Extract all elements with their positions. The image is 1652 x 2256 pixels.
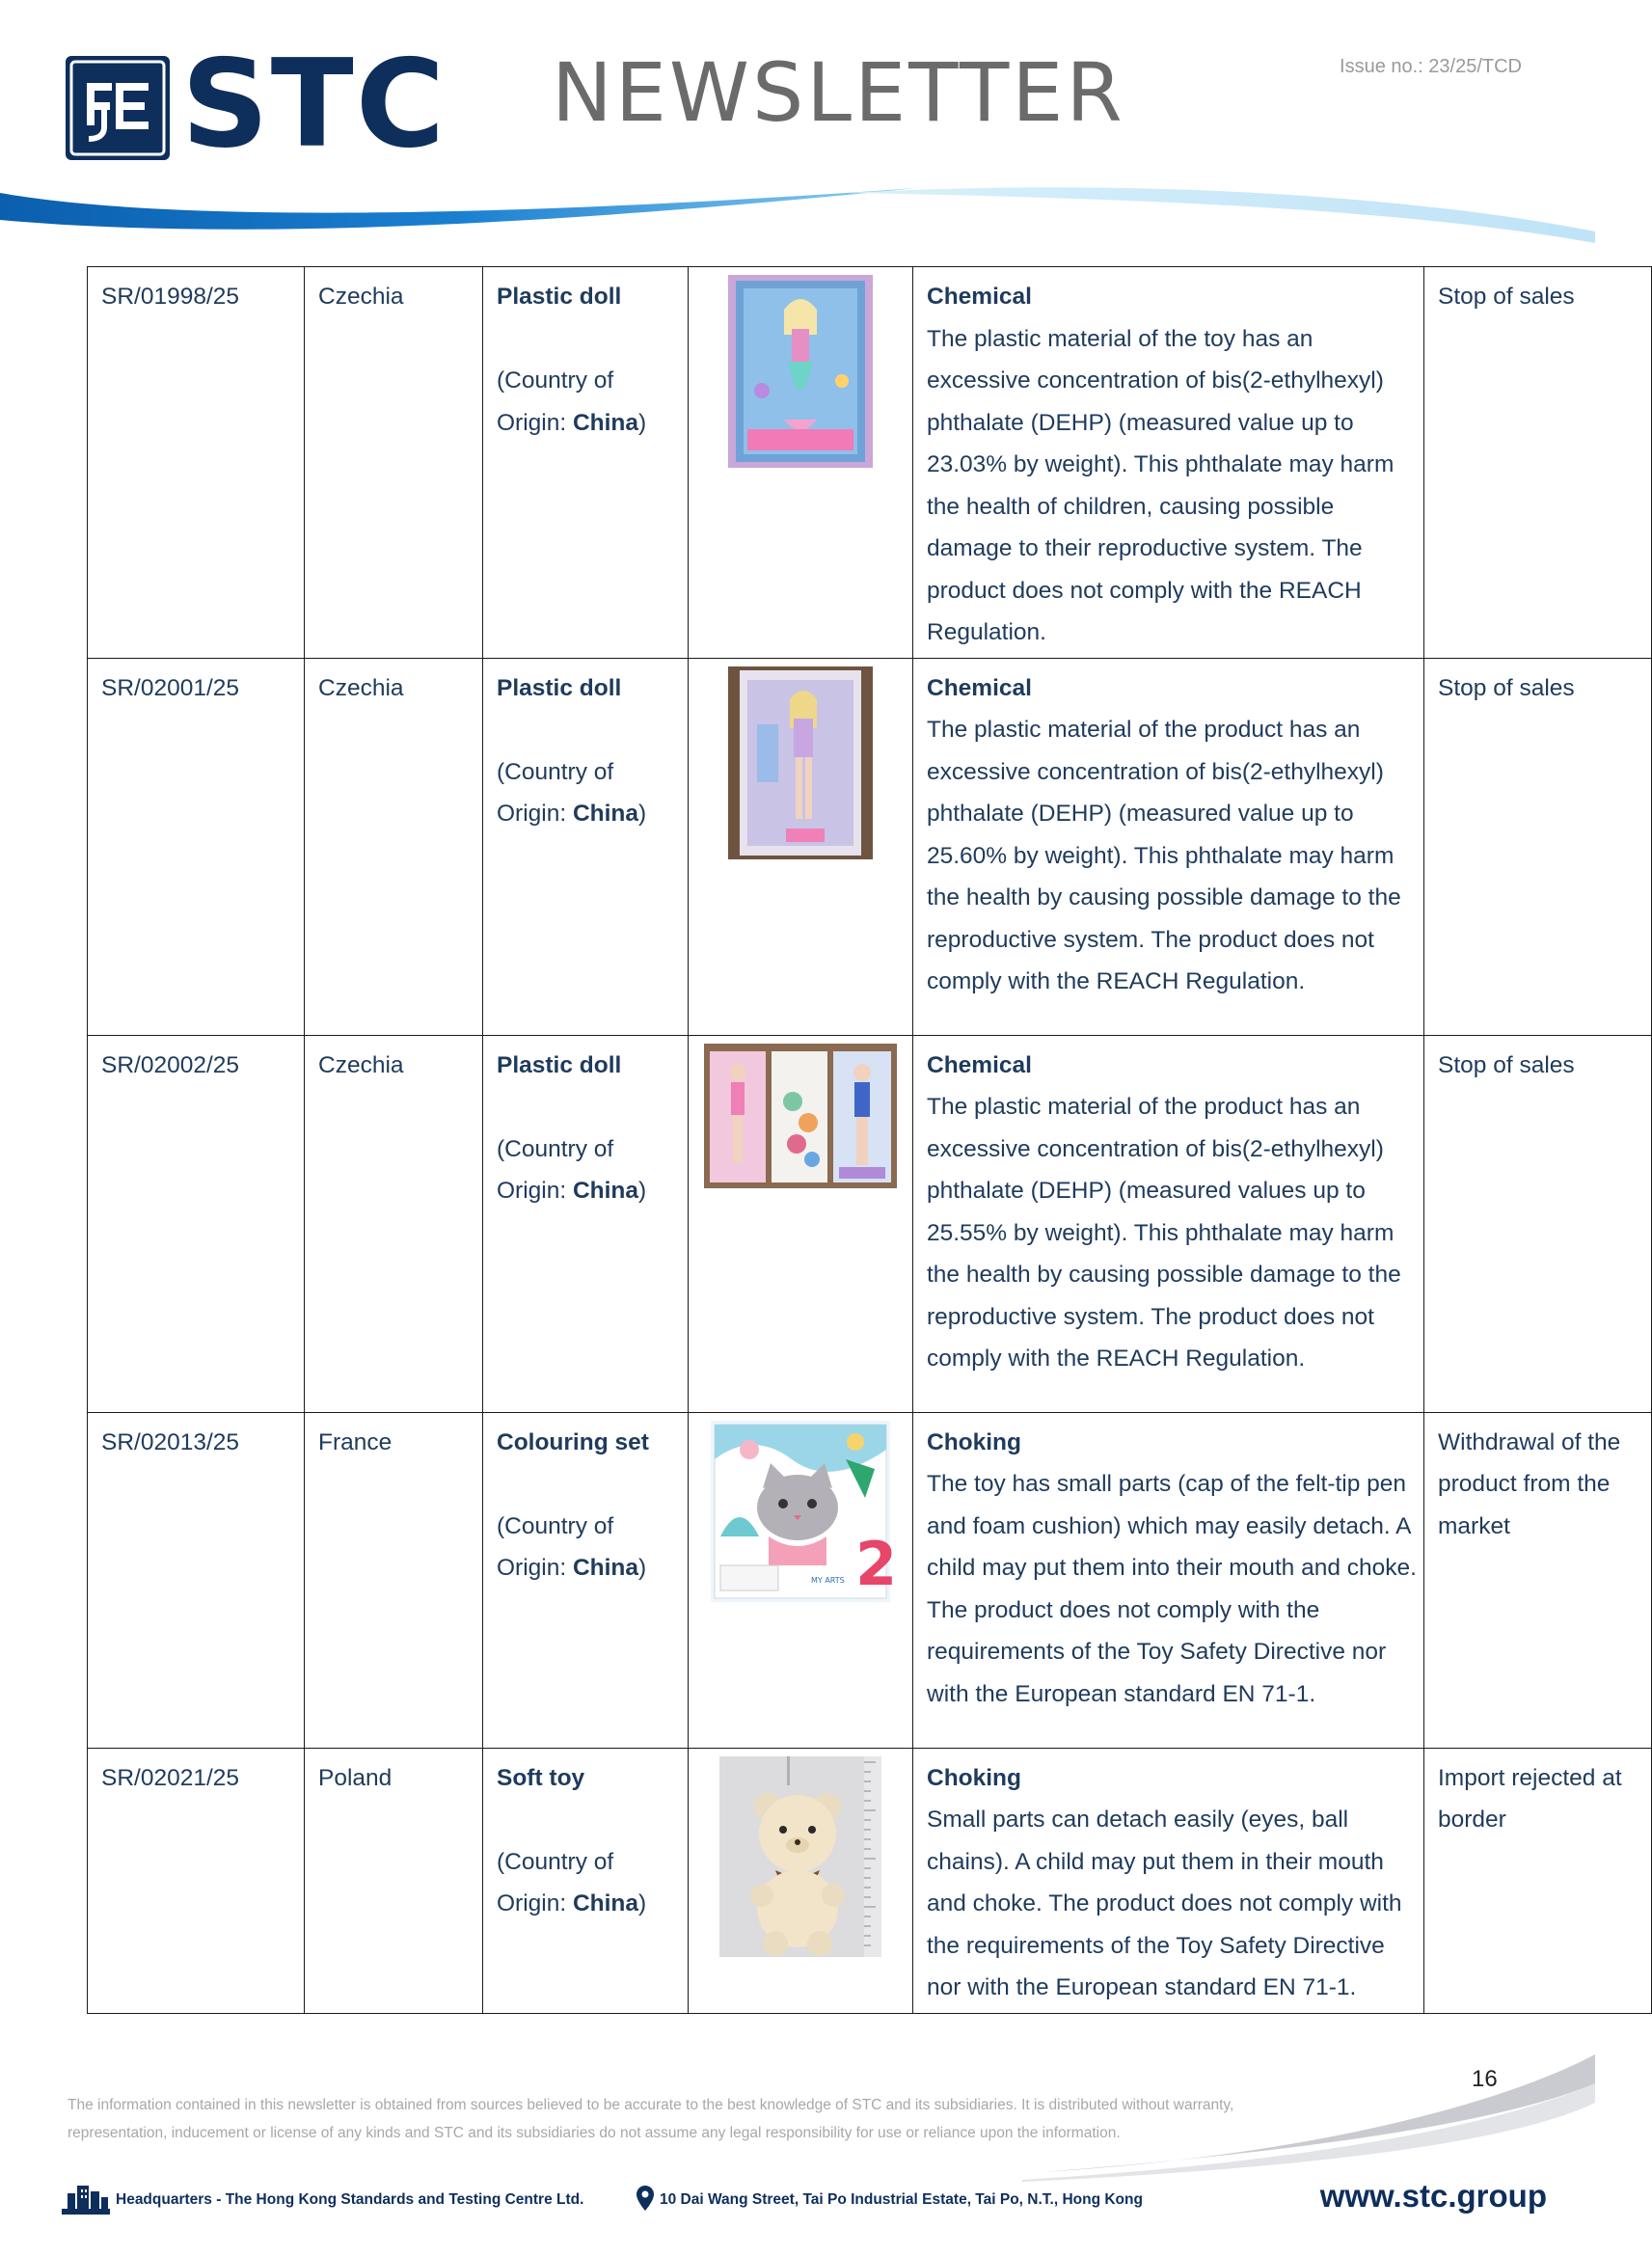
- reference-cell: [88, 1035, 305, 1412]
- country-cell: [305, 267, 483, 659]
- teddy-bear-keychain-photo: [719, 1756, 881, 1957]
- risk-cell: [913, 1748, 1424, 2013]
- country-cell: [305, 1035, 483, 1412]
- product-name: Colouring set: [497, 1428, 649, 1455]
- rapex-table: [87, 266, 1652, 2014]
- dolls-pair-box-photo: [704, 1044, 897, 1188]
- table-row: [88, 267, 1652, 659]
- risk-cell: [913, 267, 1424, 659]
- country-cell: [305, 658, 483, 1035]
- product-cell: [483, 1748, 689, 2013]
- doll-lavender-box-photo: [728, 666, 873, 859]
- risk-cell: [913, 1412, 1424, 1748]
- origin-prefix: (Country of: [497, 1135, 614, 1162]
- product-name: Plastic doll: [497, 284, 622, 310]
- product-name: Plastic doll: [497, 674, 622, 701]
- reference-cell: [88, 658, 305, 1035]
- risk-cell: [913, 658, 1424, 1035]
- header-swoosh-decoration: [0, 174, 1595, 260]
- measure-cell: [1424, 1748, 1652, 2013]
- location-pin-icon: [636, 2186, 654, 2211]
- colouring-set-cat-box-photo: [711, 1421, 898, 1602]
- notifying-country: Poland: [318, 1764, 393, 1791]
- origin-country: China: [572, 801, 639, 827]
- product-photo-cell: [689, 1412, 913, 1748]
- measure-cell: [1424, 1412, 1652, 1748]
- measure-cell: [1424, 267, 1652, 659]
- page-number: 16: [1472, 2066, 1498, 2092]
- newsletter-title: NEWSLETTER: [552, 45, 1125, 140]
- measure-taken: Withdrawal of the product from the market: [1438, 1428, 1621, 1539]
- product-photo-cell: [689, 1748, 913, 2013]
- origin-country: China: [572, 1178, 639, 1204]
- product-cell: [483, 1412, 689, 1748]
- svg-text:MY ARTS: MY ARTS: [811, 1575, 845, 1585]
- risk-description: The plastic material of the product has an excessive concentration of bis(2-ethylhexyl) phthalate (DEHP) (measured value up to 25.60% by weight). This phthalate may harm the health by causing possible damage to the reproductive system. The product does not comply with the REACH Regulation.: [927, 717, 1401, 994]
- product-photo-cell: [689, 1035, 913, 1412]
- origin-line: Origin: China): [497, 1555, 647, 1581]
- measure-taken: Stop of sales: [1438, 284, 1575, 310]
- product-cell: [483, 658, 689, 1035]
- stc-logo-icon: [66, 56, 170, 160]
- origin-line: Origin: China): [497, 409, 647, 436]
- table-row: [88, 658, 1652, 1035]
- country-cell: [305, 1748, 483, 2013]
- origin-prefix: (Country of: [497, 1848, 614, 1875]
- origin-prefix: (Country of: [497, 1512, 614, 1539]
- origin-line: Origin: China): [497, 1890, 647, 1916]
- reference-cell: [88, 1748, 305, 2013]
- notifying-country: Czechia: [318, 1051, 404, 1078]
- product-cell: [483, 267, 689, 659]
- logo-wordmark: STC: [181, 33, 447, 175]
- origin-line: Origin: China): [497, 801, 647, 827]
- issue-number: Issue no.: 23/25/TCD: [1340, 56, 1522, 77]
- risk-type: Chemical: [927, 1051, 1032, 1078]
- page-header: [0, 0, 1595, 251]
- reference-cell: [88, 267, 305, 659]
- risk-description: Small parts can detach easily (eyes, ball chains). A child may put them in their mouth and choke. The product does not comply with the requirements of the Toy Safety Directive nor with the European standard EN 71-1.: [927, 1807, 1402, 2000]
- country-cell: [305, 1412, 483, 1748]
- doll-mermaid-box-photo: [728, 275, 873, 468]
- measure-cell: [1424, 1035, 1652, 1412]
- product-cell: [483, 1035, 689, 1412]
- footer-contact-row: [62, 2178, 1547, 2220]
- headquarters-address: 10 Dai Wang Street, Tai Po Industrial Estate, Tai Po, N.T., Hong Kong: [660, 2191, 1143, 2208]
- notifying-country: Czechia: [318, 284, 404, 310]
- product-name: Soft toy: [497, 1764, 585, 1791]
- origin-country: China: [572, 1555, 639, 1581]
- risk-description: The plastic material of the toy has an excessive concentration of bis(2-ethylhexyl) phthalate (DEHP) (measured value up to 23.03% by weight). This phthalate may harm the health of children, causing possible damage to their reproductive system. The product does not comply with the REACH Regulation.: [927, 325, 1395, 645]
- measure-taken: Stop of sales: [1438, 674, 1575, 701]
- risk-description: The plastic material of the product has an excessive concentration of bis(2-ethylhexyl) phthalate (DEHP) (measured values up to 25.55% by weight). This phthalate may harm the health by causing possible damage to the reproductive system. The product does not comply with the REACH Regulation.: [927, 1094, 1401, 1372]
- product-name: Plastic doll: [497, 1051, 622, 1078]
- origin-country: China: [572, 1890, 639, 1916]
- origin-country: China: [572, 409, 639, 436]
- risk-type: Choking: [927, 1428, 1021, 1455]
- reference-number: SR/02002/25: [101, 1051, 240, 1078]
- reference-number: SR/01998/25: [101, 284, 240, 310]
- risk-type: Choking: [927, 1764, 1021, 1791]
- measure-taken: Stop of sales: [1438, 1051, 1575, 1078]
- reference-number: SR/02021/25: [101, 1764, 240, 1791]
- origin-line: Origin: China): [497, 1178, 647, 1204]
- notifying-country: France: [318, 1428, 393, 1455]
- notifying-country: Czechia: [318, 674, 404, 701]
- product-photo-cell: [689, 267, 913, 659]
- reference-cell: [88, 1412, 305, 1748]
- risk-description: The toy has small parts (cap of the felt-tip pen and foam cushion) which may easily detach. A child may put them into their mouth and choke. The product does not comply with the requirements of the Toy Safety Directive nor with the European standard EN 71-1.: [927, 1471, 1417, 1707]
- table-row: [88, 1748, 1652, 2013]
- headquarters-name: Headquarters - The Hong Kong Standards and Testing Centre Ltd.: [116, 2191, 584, 2208]
- table-row: [88, 1035, 1652, 1412]
- risk-type: Chemical: [927, 674, 1032, 701]
- measure-cell: [1424, 658, 1652, 1035]
- svg-text:2: 2: [855, 1528, 898, 1599]
- measure-taken: Import rejected at border: [1438, 1764, 1622, 1833]
- reference-number: SR/02013/25: [101, 1428, 240, 1455]
- disclaimer-text: The information contained in this newsletter is obtained from sources believed to be accurate to the best knowledge of STC and its subsidiaries. It is distributed without warranty, representation, inducement or license of any kinds and STC and its subsidiaries do not assume any legal responsibility for use or reliance upon the information.: [68, 2097, 1234, 2141]
- reference-number: SR/02001/25: [101, 674, 240, 701]
- origin-prefix: (Country of: [497, 367, 614, 394]
- risk-cell: [913, 1035, 1424, 1412]
- product-photo-cell: [689, 658, 913, 1035]
- table-row: [88, 1412, 1652, 1748]
- origin-prefix: (Country of: [497, 758, 614, 785]
- building-icon: [62, 2182, 110, 2215]
- website-link[interactable]: www.stc.group: [1319, 2178, 1547, 2214]
- risk-type: Chemical: [927, 284, 1032, 310]
- rapex-table-wrapper: [87, 266, 1622, 2014]
